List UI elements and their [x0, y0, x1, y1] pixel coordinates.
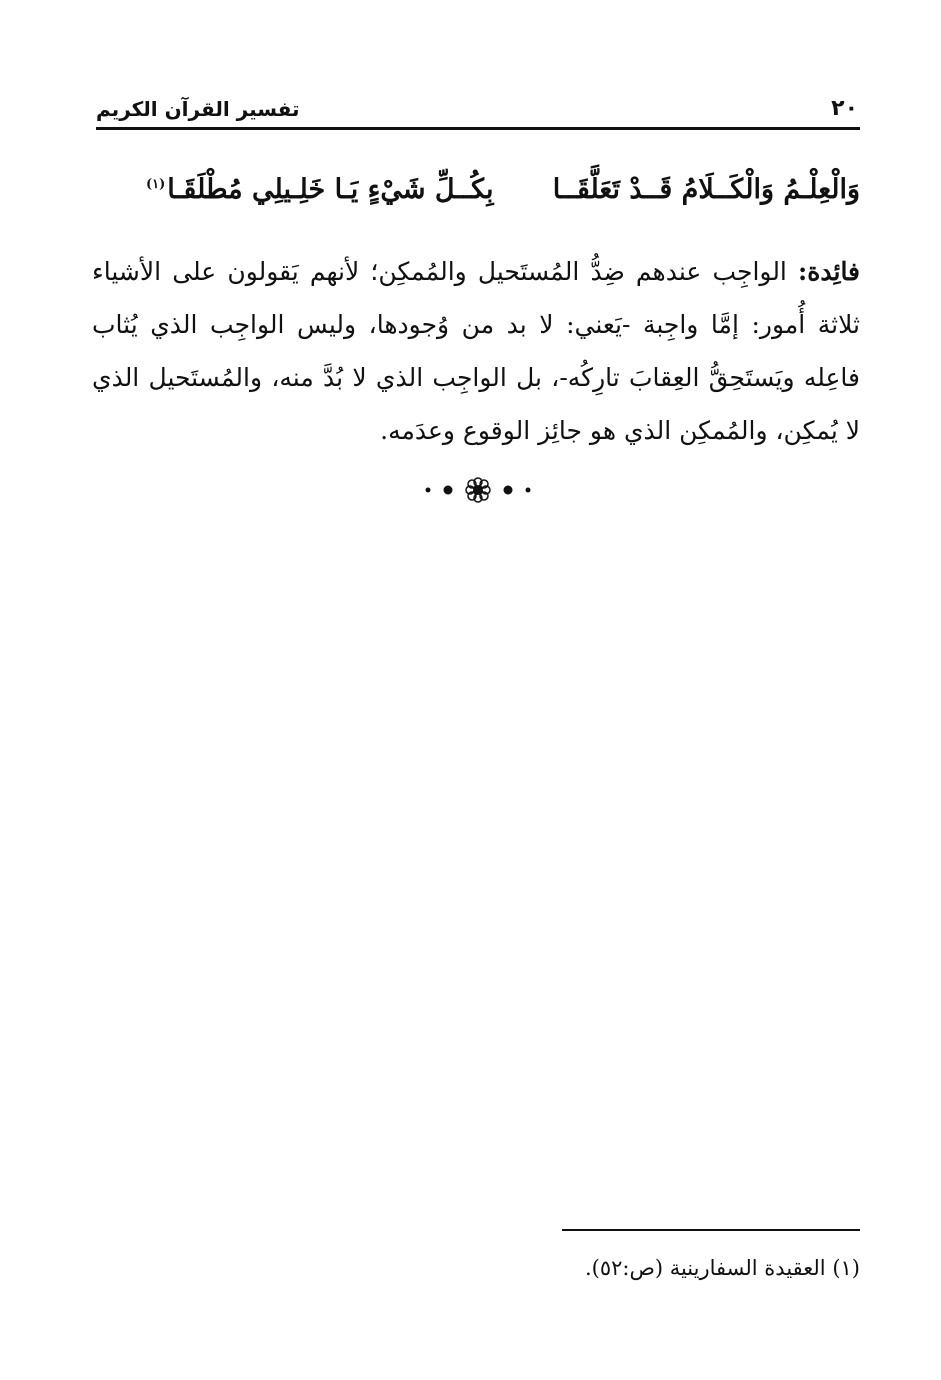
- page-number: ٢٠: [831, 96, 858, 121]
- verse-second-hemistich: بِكُــلِّ شَيْءٍ يَـا خَلِـيلِي مُطْلَقَـا: [167, 174, 494, 205]
- footnote-text: (١) العقيدة السفارينية (ص:٥٢).: [584, 1256, 860, 1280]
- paragraph-lead: فائِدة:: [798, 257, 861, 286]
- verse-second-hemistich-group: [146, 170, 494, 210]
- ornament-divider-icon: [420, 473, 536, 507]
- body-paragraph: [92, 245, 860, 457]
- paragraph-text: الواجِب عندهم ضِدُّ المُستَحيل والمُمكِن؛ لأنهم يَقولون على الأشياء ثلاثة أُمور: إمَّا واجِبة -يَعني: لا بد من وُجودها، وليس الواجِب الذي يُثاب فاعِله ويَستَحِقُّ العِقابَ تارِكُه-، بل الواجِب الذي لا بُدَّ منه، والمُستَحيل الذي لا يُمكِن، والمُمكِن الذي هو جائِز الوقوع وعدَمه.: [92, 257, 860, 445]
- header-divider: [96, 127, 860, 130]
- poetry-verse: [118, 170, 860, 214]
- verse-first-hemistich: وَالْعِلْـمُ وَالْكَــلَامُ قَــدْ تَعَلَّقَــا: [552, 174, 860, 205]
- running-title: تفسير القرآن الكريم: [96, 97, 300, 121]
- footnote-divider: [562, 1229, 860, 1231]
- footnote-marker: (١): [146, 177, 166, 192]
